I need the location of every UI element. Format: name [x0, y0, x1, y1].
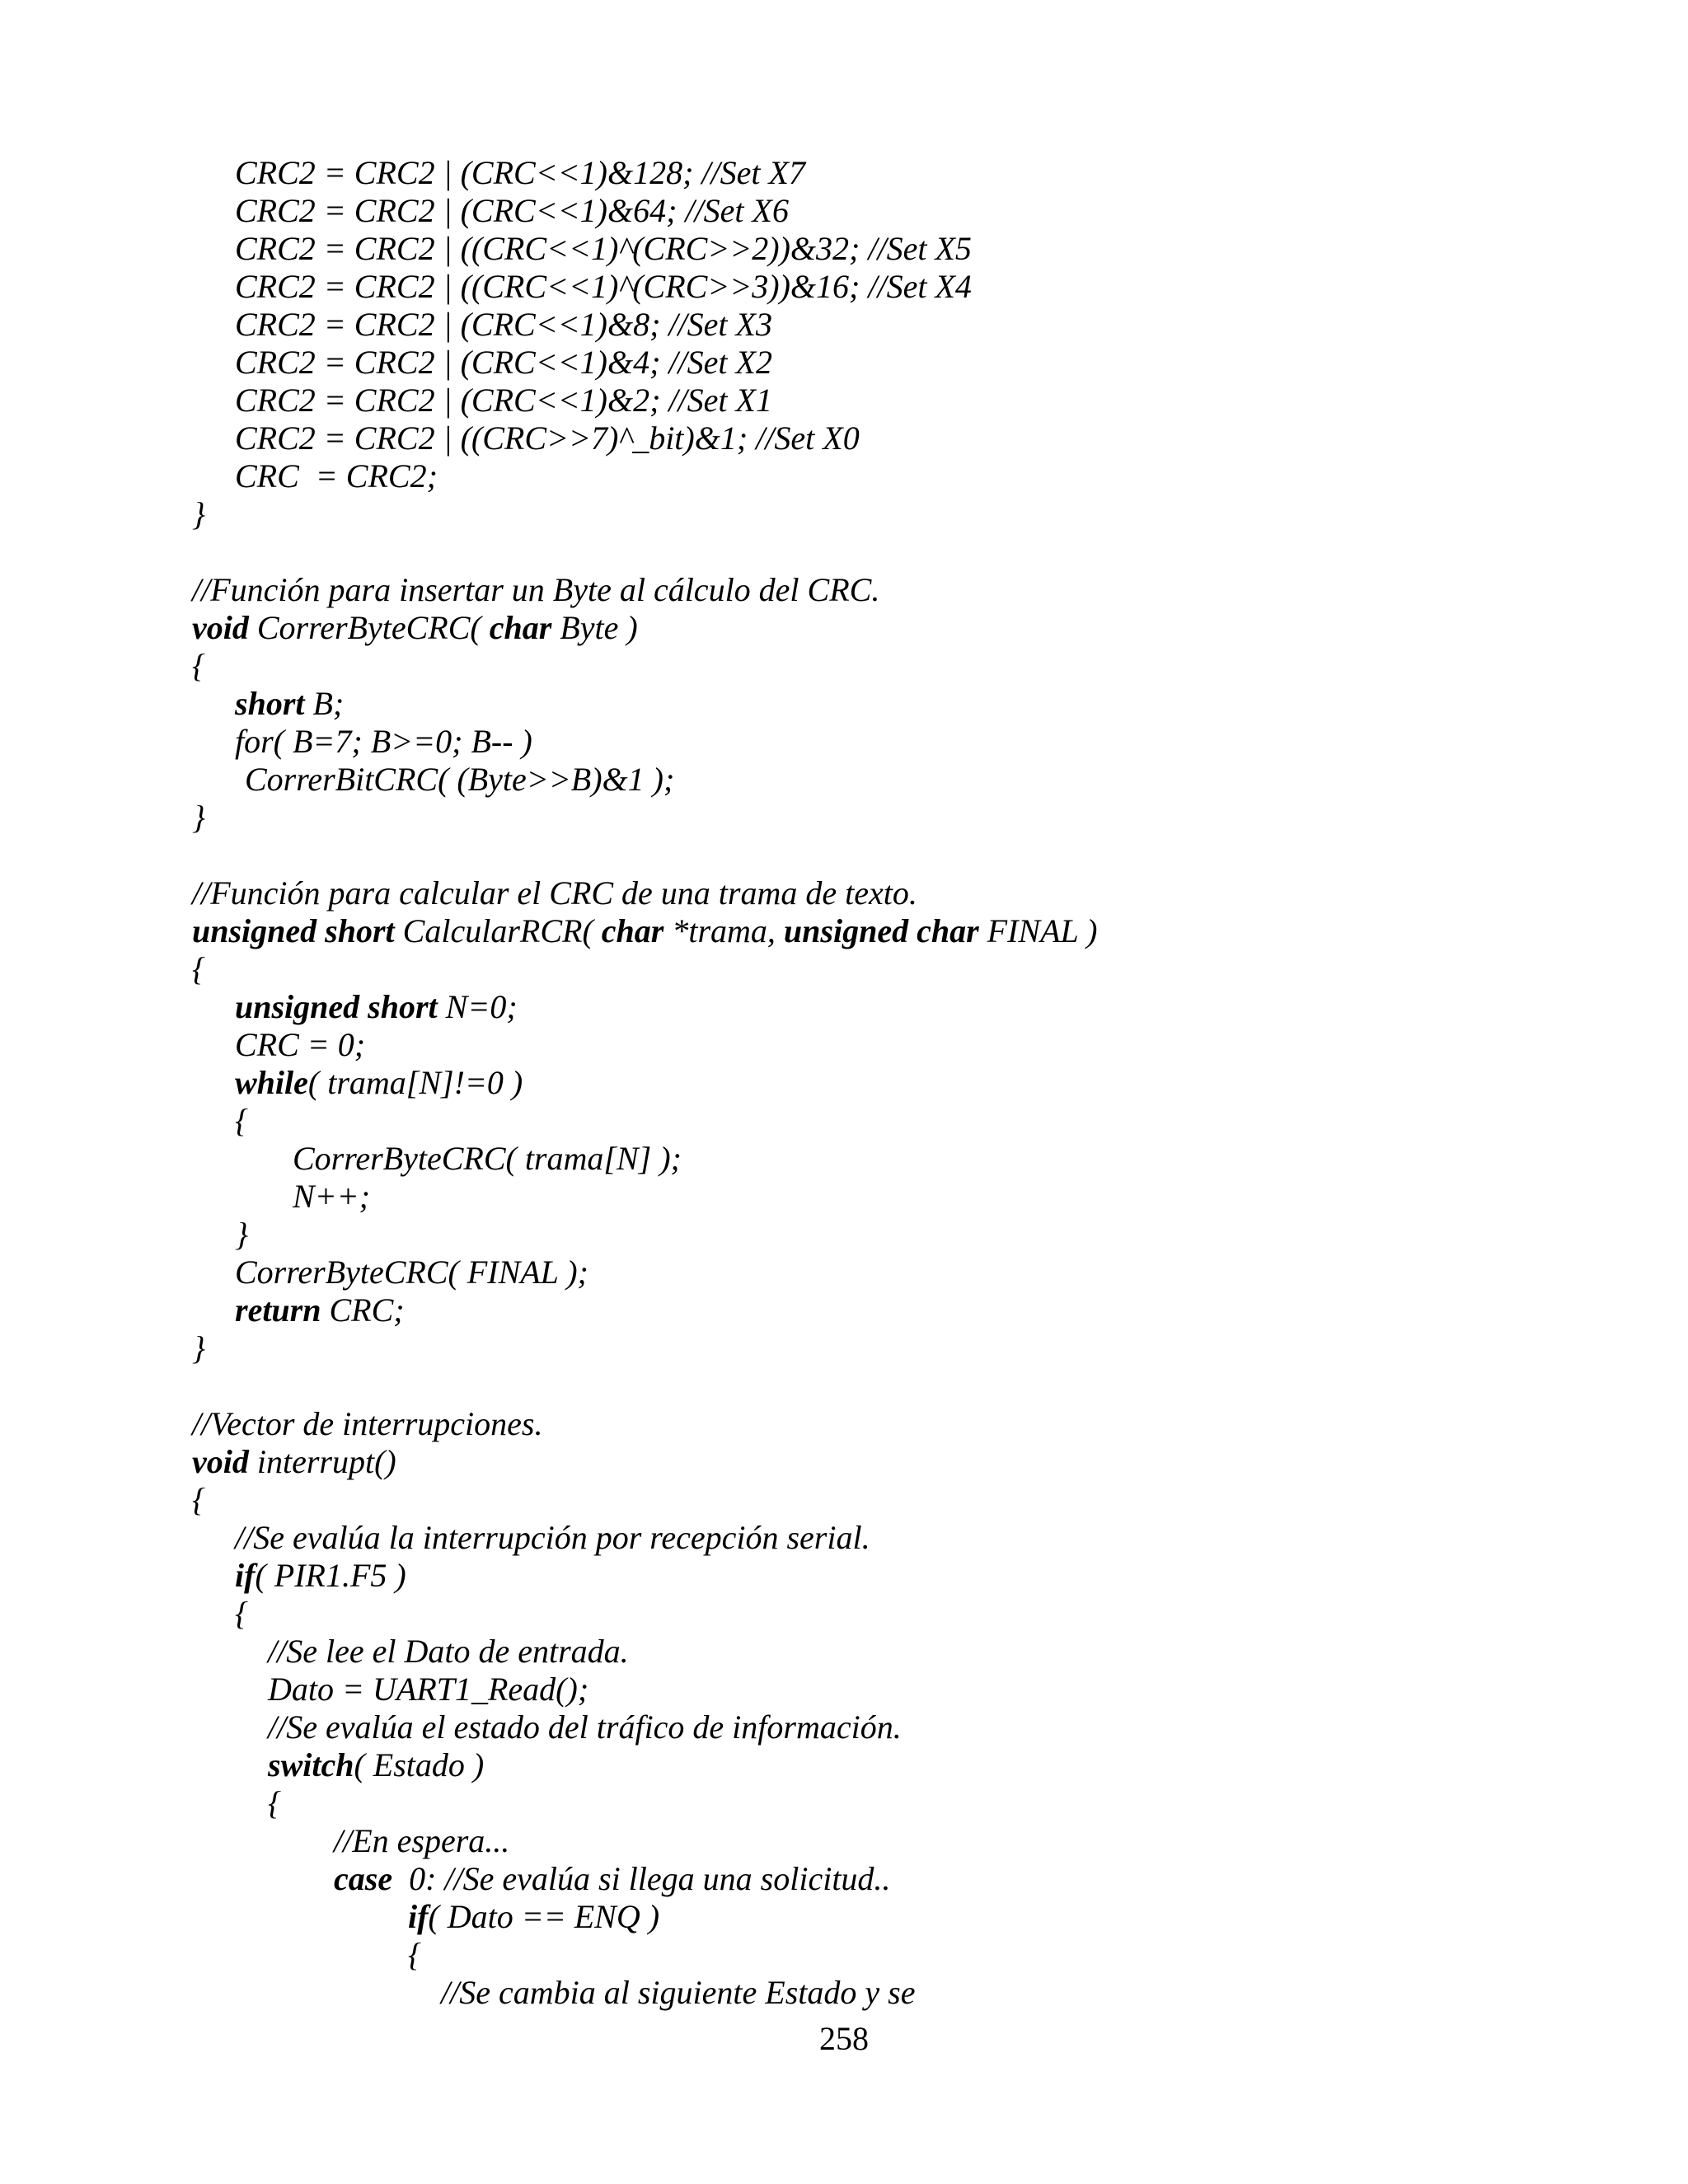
keyword: case — [334, 1860, 393, 1897]
page-number: 258 — [819, 2020, 869, 2057]
function-signature — [192, 609, 1593, 647]
code-line: CRC2 = CRC2 | (CRC<<1)&128; //Set X7 — [235, 154, 805, 191]
code-line: { — [408, 1936, 421, 1973]
code-listing — [192, 154, 1593, 2012]
keyword: unsigned short — [192, 912, 395, 949]
function-signature — [192, 912, 1593, 950]
code-text: *trama, — [663, 912, 784, 949]
code-line: { — [192, 950, 205, 987]
code-line: { — [235, 1595, 248, 1632]
code-comment: //Se cambia al siguiente Estado y se — [441, 1974, 916, 2011]
code-line: CorrerByteCRC( FINAL ); — [235, 1254, 588, 1291]
code-line: CRC2 = CRC2 | ((CRC<<1)^(CRC>>3))&16; //Set X4 — [235, 268, 972, 305]
code-text: FINAL ) — [978, 912, 1098, 949]
code-comment: //Se lee el Dato de entrada. — [268, 1633, 629, 1670]
keyword: if — [235, 1557, 256, 1594]
blank-line — [192, 1367, 1593, 1405]
code-line: CorrerBitCRC( (Byte>>B)&1 ); — [245, 761, 675, 798]
code-line — [192, 1746, 1593, 1784]
code-text: ( trama[N]!=0 ) — [307, 1064, 523, 1101]
keyword: if — [408, 1898, 429, 1935]
keyword: short — [235, 685, 305, 722]
code-text: N=0; — [437, 988, 518, 1025]
code-comment: //En espera... — [334, 1822, 510, 1859]
code-text: B; — [304, 685, 345, 722]
code-line: CRC = CRC2; — [235, 457, 438, 494]
code-comment: //Función para insertar un Byte al cálculo del CRC. — [192, 571, 880, 608]
code-text: 0: //Se evalúa si llega una solicitud.. — [392, 1860, 891, 1897]
code-line — [192, 1557, 1593, 1595]
keyword: void — [192, 1443, 249, 1480]
code-line — [192, 1898, 1593, 1936]
code-line: for( B=7; B>=0; B-- ) — [235, 723, 532, 760]
code-line: CRC2 = CRC2 | ((CRC>>7)^_bit)&1; //Set X0 — [235, 419, 860, 457]
code-text: CalcularRCR( — [394, 912, 602, 949]
keyword: unsigned char — [783, 912, 979, 949]
code-line: } — [192, 495, 205, 532]
keyword: while — [235, 1064, 308, 1101]
code-line: Dato = UART1_Read(); — [268, 1671, 589, 1708]
code-text: CRC; — [321, 1291, 405, 1329]
keyword: return — [235, 1291, 321, 1329]
code-line — [192, 988, 1593, 1026]
code-line: CRC2 = CRC2 | (CRC<<1)&2; //Set X1 — [235, 382, 772, 419]
code-line: } — [192, 799, 205, 836]
keyword: switch — [268, 1746, 354, 1783]
code-line: } — [192, 1329, 205, 1366]
blank-line — [192, 533, 1593, 571]
code-line — [192, 1860, 1593, 1898]
keyword: char — [601, 912, 664, 949]
code-line: CRC = 0; — [235, 1026, 366, 1063]
code-line: CorrerByteCRC( trama[N] ); — [293, 1140, 682, 1177]
blank-line — [192, 837, 1593, 874]
code-text: interrupt() — [248, 1443, 396, 1480]
code-text: Byte ) — [551, 609, 638, 646]
code-text: ( Dato == ENQ ) — [428, 1898, 660, 1935]
code-line: { — [268, 1784, 281, 1821]
keyword: char — [489, 609, 552, 646]
code-line: { — [192, 1481, 205, 1518]
code-comment: //Se evalúa el estado del tráfico de información. — [268, 1708, 902, 1746]
code-line: CRC2 = CRC2 | ((CRC<<1)^(CRC>>2))&32; //Set X5 — [235, 230, 972, 267]
code-comment: //Vector de interrupciones. — [192, 1405, 543, 1442]
code-text: CorrerByteCRC( — [248, 609, 490, 646]
keyword: unsigned short — [235, 988, 438, 1025]
code-line — [192, 1064, 1593, 1102]
code-line: CRC2 = CRC2 | (CRC<<1)&4; //Set X2 — [235, 344, 772, 381]
code-line — [192, 1291, 1593, 1329]
code-line: CRC2 = CRC2 | (CRC<<1)&8; //Set X3 — [235, 306, 772, 343]
code-line: N++; — [293, 1178, 370, 1215]
code-line: } — [235, 1216, 248, 1253]
code-comment: //Función para calcular el CRC de una trama de texto. — [192, 874, 917, 912]
keyword: void — [192, 609, 249, 646]
code-comment: //Se evalúa la interrupción por recepción serial. — [235, 1519, 870, 1556]
code-text: ( PIR1.F5 ) — [255, 1557, 406, 1594]
code-text: ( Estado ) — [354, 1746, 485, 1783]
code-line: { — [192, 647, 205, 684]
code-line — [192, 685, 1593, 723]
function-signature — [192, 1443, 1593, 1481]
code-line: CRC2 = CRC2 | (CRC<<1)&64; //Set X6 — [235, 192, 789, 229]
code-line: { — [235, 1102, 248, 1139]
